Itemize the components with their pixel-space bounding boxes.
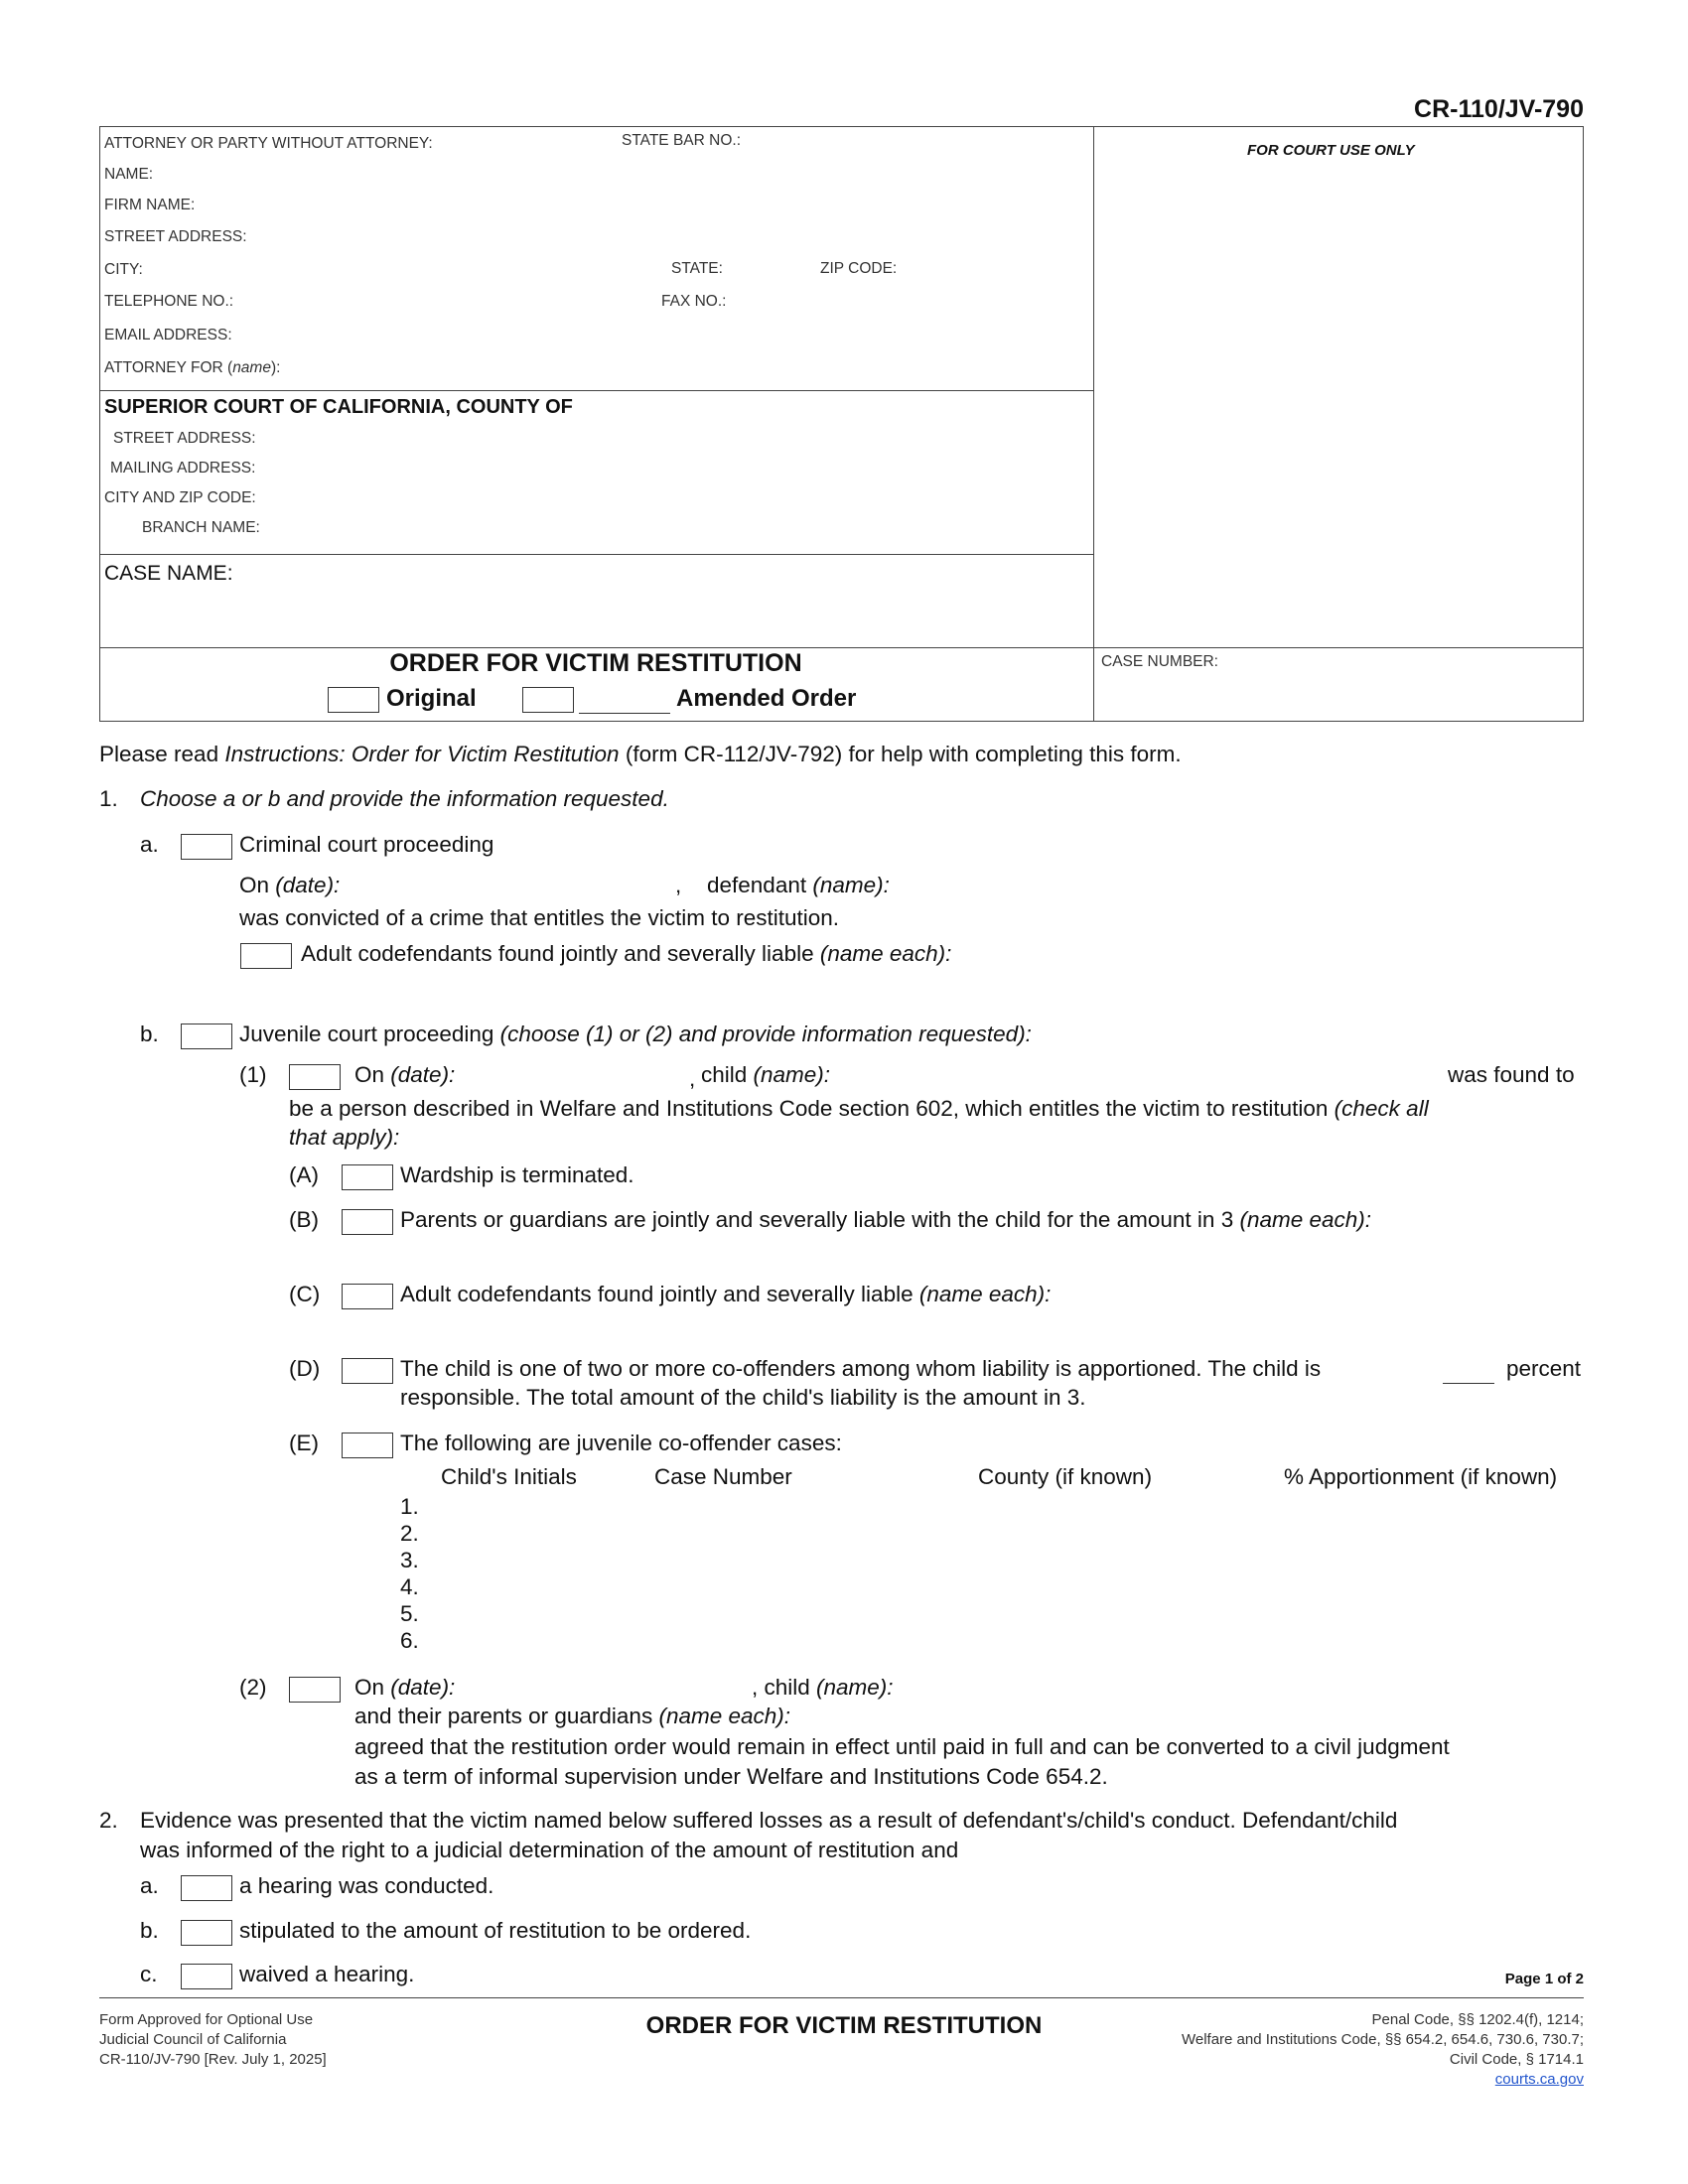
list-item: 4. [400, 1574, 419, 1599]
footer-codes: Penal Code, §§ 1202.4(f), 1214; Welfare and Institutions Code, §§ 654.2, 654.6, 730.6, 730.7; Civil Code, § 1714.1 courts.ca.gov [1181, 2011, 1584, 2088]
item2c-letter: c. [140, 1962, 158, 1986]
list-item: 5. [400, 1601, 419, 1626]
item1a-codef-checkbox[interactable] [240, 943, 292, 969]
item1b1-found: was found to [1448, 1062, 1575, 1087]
option-D-label: (D) [289, 1356, 321, 1381]
option-E-label: (E) [289, 1431, 319, 1455]
item1b1-comma: , [689, 1066, 696, 1091]
list-item: 3. [400, 1548, 419, 1572]
name-label: NAME: [104, 166, 154, 183]
item2c-text: waived a hearing. [239, 1962, 415, 1986]
list-item: 2. [400, 1521, 419, 1546]
header-divider-vertical [1093, 127, 1094, 721]
item1b2-checkbox[interactable] [289, 1677, 341, 1703]
footer-approved: Form Approved for Optional Use Judicial Council of California CR-110/JV-790 [Rev. July 1, 2025] [99, 2011, 327, 2068]
email-label: EMAIL ADDRESS: [104, 327, 232, 343]
court-branch-label: BRANCH NAME: [142, 519, 260, 536]
item1a-checkbox[interactable] [181, 834, 232, 860]
item1a-convicted: was convicted of a crime that entitles the victim to restitution. [239, 905, 840, 930]
attorney-label: ATTORNEY OR PARTY WITHOUT ATTORNEY: [104, 135, 433, 152]
item2-line2: was informed of the right to a judicial determination of the amount of restitution and [140, 1838, 959, 1862]
list-item: 1. [400, 1494, 419, 1519]
amended-label: Amended Order [676, 685, 857, 712]
item1a-label: Criminal court proceeding [239, 832, 494, 857]
item1b1-line2: be a person described in Welfare and Institutions Code section 602, which entitles the victim to restitution (check all [289, 1096, 1429, 1121]
court-use-label: FOR COURT USE ONLY [1247, 142, 1415, 159]
item1b2-child: , child (name): [752, 1675, 894, 1700]
item1b1-on-date: On (date): [354, 1062, 456, 1087]
item2b-letter: b. [140, 1918, 159, 1943]
zip-label: ZIP CODE: [820, 260, 898, 277]
option-B-label: (B) [289, 1207, 319, 1232]
order-title: ORDER FOR VICTIM RESTITUTION [389, 649, 802, 677]
city-label: CITY: [104, 261, 143, 278]
column-header: Child's Initials [441, 1464, 577, 1489]
fax-label: FAX NO.: [661, 293, 727, 310]
option-B-text: Parents or guardians are jointly and severally liable with the child for the amount in 3 (name each): [400, 1207, 1372, 1232]
option-E-checkbox[interactable] [342, 1433, 393, 1458]
option-A-text: Wardship is terminated. [400, 1162, 634, 1187]
item1b1-line3: that apply): [289, 1125, 400, 1150]
option-D-text1: The child is one of two or more co-offenders among whom liability is apportioned. The child is [400, 1356, 1322, 1381]
item1a-codef-text: Adult codefendants found jointly and severally liable (name each): [301, 941, 952, 966]
item1b2-number: (2) [239, 1675, 267, 1700]
case-name-label: CASE NAME: [104, 562, 233, 585]
option-A-label: (A) [289, 1162, 319, 1187]
state-label: STATE: [671, 260, 723, 277]
header-divider-2 [100, 554, 1093, 555]
item2b-text: stipulated to the amount of restitution to be ordered. [239, 1918, 752, 1943]
amended-number-line[interactable] [579, 713, 670, 714]
original-checkbox[interactable] [328, 687, 379, 713]
case-number-label: CASE NUMBER: [1101, 653, 1218, 670]
item1a-comma: , [675, 873, 682, 897]
item1-number: 1. [99, 786, 118, 811]
item1b2-agreed-line1: agreed that the restitution order would remain in effect until paid in full and can be converted to a civil judgment [354, 1734, 1450, 1759]
option-A-checkbox[interactable] [342, 1164, 393, 1190]
option-D-percent: percent [1506, 1356, 1582, 1381]
item1b-checkbox[interactable] [181, 1024, 232, 1049]
item1a-defendant: defendant (name): [707, 873, 890, 897]
header-divider-1 [100, 390, 1093, 391]
item2a-checkbox[interactable] [181, 1875, 232, 1901]
court-mailing-label: MAILING ADDRESS: [110, 460, 256, 477]
option-D-checkbox[interactable] [342, 1358, 393, 1384]
firm-label: FIRM NAME: [104, 197, 196, 213]
option-C-checkbox[interactable] [342, 1284, 393, 1309]
item2a-letter: a. [140, 1873, 159, 1898]
header-divider-3 [100, 647, 1583, 648]
street-label: STREET ADDRESS: [104, 228, 247, 245]
option-D-text2: responsible. The total amount of the child's liability is the amount in 3. [400, 1385, 1086, 1410]
item2-number: 2. [99, 1808, 118, 1833]
option-C-label: (C) [289, 1282, 321, 1306]
item2b-checkbox[interactable] [181, 1920, 232, 1946]
courts-link[interactable]: courts.ca.gov [1494, 2071, 1584, 2088]
item1b2-agreed-line2: as a term of informal supervision under Welfare and Institutions Code 654.2. [354, 1764, 1108, 1789]
header-box [99, 126, 1584, 722]
option-D-percent-line[interactable] [1443, 1383, 1494, 1384]
amended-checkbox[interactable] [522, 687, 574, 713]
item2c-checkbox[interactable] [181, 1964, 232, 1989]
item1b-label: Juvenile court proceeding (choose (1) or (2) and provide information requested): [239, 1022, 1032, 1046]
item1b1-child: child (name): [701, 1062, 831, 1087]
item1a-on-date: On (date): [239, 873, 341, 897]
page-number: Page 1 of 2 [1504, 1971, 1584, 1987]
attorney-for-label: ATTORNEY FOR (name): [104, 359, 281, 376]
footer-title: ORDER FOR VICTIM RESTITUTION [645, 2012, 1043, 2039]
item2-line1: Evidence was presented that the victim named below suffered losses as a result of defendant's/child's conduct. Defendant/child [140, 1808, 1398, 1833]
option-E-text: The following are juvenile co-offender cases: [400, 1431, 842, 1455]
item1b-letter: b. [140, 1022, 159, 1046]
phone-label: TELEPHONE NO.: [104, 293, 234, 310]
item1b2-on-date: On (date): [354, 1675, 456, 1700]
item1b1-checkbox[interactable] [289, 1064, 341, 1090]
original-label: Original [386, 685, 477, 712]
court-city-zip-label: CITY AND ZIP CODE: [104, 489, 256, 506]
option-C-text: Adult codefendants found jointly and severally liable (name each): [400, 1282, 1052, 1306]
form-id: CR-110/JV-790 [1414, 95, 1584, 123]
item1-text: Choose a or b and provide the information requested. [140, 786, 669, 811]
state-bar-label: STATE BAR NO.: [622, 132, 741, 149]
item1a-letter: a. [140, 832, 159, 857]
option-B-checkbox[interactable] [342, 1209, 393, 1235]
court-title: SUPERIOR COURT OF CALIFORNIA, COUNTY OF [104, 396, 573, 418]
item1b2-parents: and their parents or guardians (name each): [354, 1704, 791, 1728]
footer-rule [99, 1997, 1584, 1998]
column-header: Case Number [654, 1464, 792, 1489]
column-header: % Apportionment (if known) [1284, 1464, 1558, 1489]
column-header: County (if known) [978, 1464, 1153, 1489]
list-item: 6. [400, 1628, 419, 1653]
item1b1-number: (1) [239, 1062, 267, 1087]
court-street-label: STREET ADDRESS: [113, 430, 256, 447]
item2a-text: a hearing was conducted. [239, 1873, 494, 1898]
intro-text: Please read Instructions: Order for Victim Restitution (form CR-112/JV-792) for help with completing this form. [99, 742, 1182, 766]
